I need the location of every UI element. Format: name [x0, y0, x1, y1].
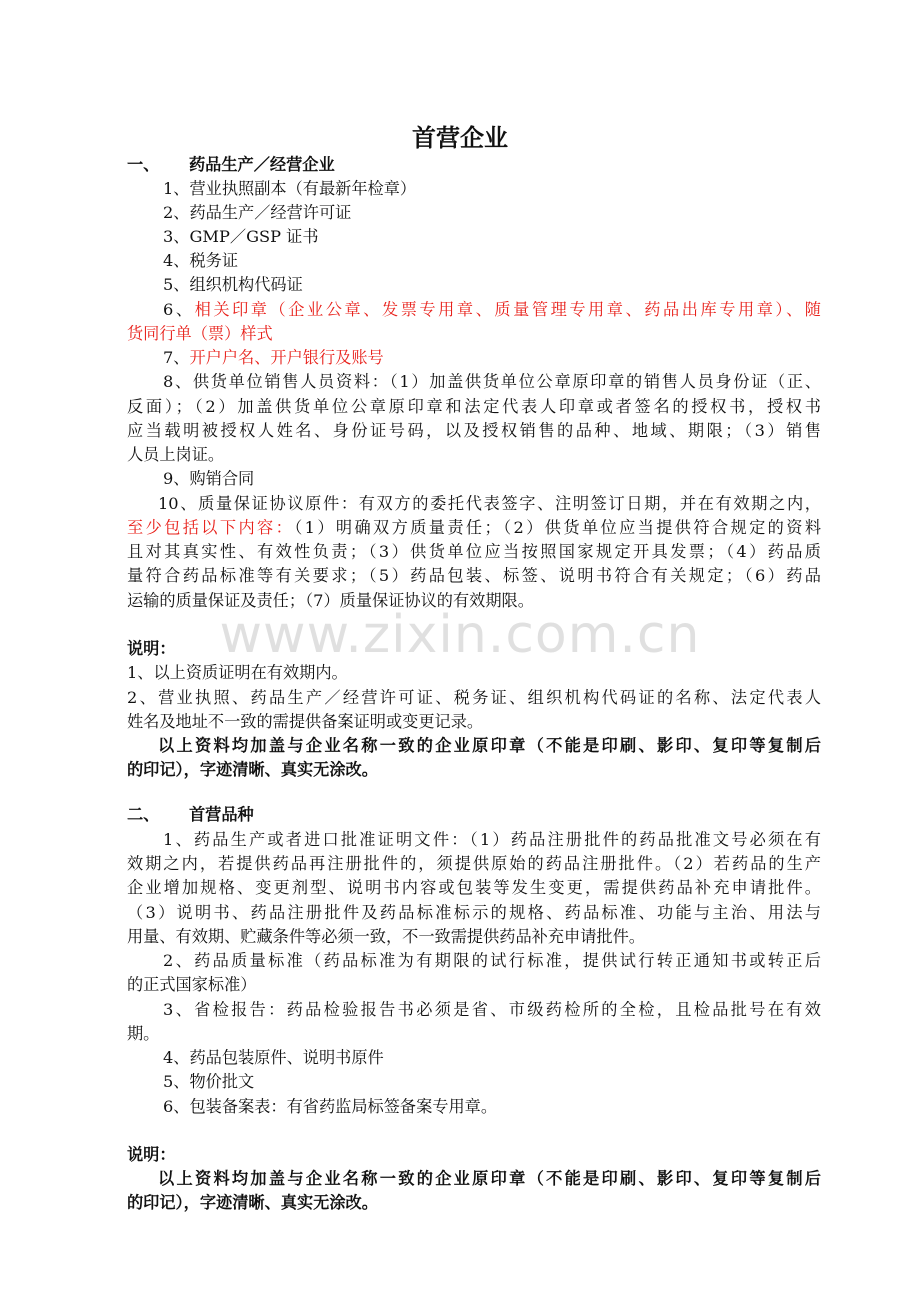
section2-line6: 2、药品质量标准（药品标准为有期限的试行标准，提供试行转正通知书或转正后: [163, 951, 821, 970]
section1-item-10-line5: 运输的质量保证及责任；（7）质量保证协议的有效期限。: [127, 591, 534, 610]
section2-line4: （3）说明书、药品注册批件及药品标准标示的规格、药品标准、功能与主治、用法与: [127, 903, 821, 922]
note1-line3: 姓名及地址不一致的需提供备案证明或变更记录。: [127, 712, 484, 731]
note1-bold-line2: 的印记），字迹清晰、真实无涂改。: [127, 760, 378, 779]
note1-line2: 2、营业执照、药品生产／经营许可证、税务证、组织机构代码证的名称、法定代表人: [127, 688, 821, 707]
section1-item-2: 2、药品生产／经营许可证: [163, 203, 352, 222]
section1-item-8-line3: 应当载明被授权人姓名、身份证号码，以及授权销售的品种、地域、期限；（3）销售: [127, 421, 821, 440]
note1-label: 说明：: [127, 639, 176, 658]
section2-line7: 的正式国家标准）: [127, 975, 257, 994]
item6-red-text: 相关印章（企业公章、发票专用章、质量管理专用章、药品出库专用章）、随: [194, 300, 821, 319]
item6-number: 6、: [163, 300, 195, 319]
section1-item-10-line4: 量符合药品标准等有关要求；（5）药品包装、标签、说明书符合有关规定；（6）药品: [127, 566, 821, 585]
section2-line3: 企业增加规格、变更剂型、说明书内容或包装等发生变更，需提供药品补充申请批件。: [127, 878, 821, 897]
section2-line5: 用量、有效期、贮藏条件等必须一致，不一致需提供药品补充申请批件。: [127, 927, 645, 946]
note1-line1: 1、以上资质证明在有效期内。: [127, 663, 348, 682]
note2-label: 说明：: [127, 1145, 176, 1164]
section1-item-3: 3、GMP／GSP 证书: [163, 227, 319, 246]
section1-item-8-line1: 8、供货单位销售人员资料：（1）加盖供货单位公章原印章的销售人员身份证（正、: [163, 372, 821, 391]
section1-item-4: 4、税务证: [163, 251, 239, 270]
section2-line11: 5、物价批文: [163, 1072, 255, 1091]
note2-bold-line1: 以上资料均加盖与企业名称一致的企业原印章（不能是印刷、影印、复印等复制后: [158, 1169, 821, 1188]
section2-line2: 效期之内，若提供药品再注册批件的，须提供原始的药品注册批件。（2）若药品的生产: [127, 854, 821, 873]
section2-heading-text: 首营品种: [189, 805, 254, 824]
section1-item-8-line2: 反面）；（2）加盖供货单位公章原印章和法定代表人印章或者签名的授权书，授权书: [127, 397, 821, 416]
section2-line9: 期。: [127, 1024, 160, 1043]
section1-heading-text: 药品生产／经营企业: [189, 155, 335, 174]
section1-heading-number: 一、: [127, 155, 160, 174]
note2-bold-line2: 的印记），字迹清晰、真实无涂改。: [127, 1193, 378, 1212]
section2-heading-number: 二、: [127, 805, 160, 824]
section1-item-6: [163, 298, 821, 322]
section1-item-5: 5、组织机构代码证: [163, 275, 303, 294]
section1-item-1: 1、营业执照副本（有最新年检章）: [163, 179, 417, 198]
note1-bold-line1: 以上资料均加盖与企业名称一致的企业原印章（不能是印刷、影印、复印等复制后: [158, 736, 821, 755]
item10-text: （1）明确双方质量责任；（2）供货单位应当提供符合规定的资料: [294, 518, 822, 537]
section1-heading: [127, 153, 821, 177]
item7-red-text: 开户户名、开户银行及账号: [189, 348, 384, 367]
section1-item-10-line3: 且对其真实性、有效性负责；（3）供货单位应当按照国家规定开具发票；（4）药品质: [127, 542, 821, 561]
item7-number: 7、: [163, 348, 190, 367]
section2-heading: [127, 803, 821, 827]
section2-line8: 3、省检报告：药品检验报告书必须是省、市级药检所的全检，且检品批号在有效: [163, 1000, 821, 1019]
item10-red-text: 至少包括以下内容：: [127, 518, 295, 537]
item6-red-text-cont: 货同行单（票）样式: [127, 324, 273, 343]
section2-line1: 1、药品生产或者进口批准证明文件：（1）药品注册批件的药品批准文号必须在有: [163, 830, 821, 849]
section1-item-8-line4: 人员上岗证。: [127, 445, 225, 464]
page-title: 首营企业: [412, 124, 508, 152]
section1-item-10-line2: [127, 516, 821, 540]
watermark: www.zixin.com.cn: [219, 605, 701, 665]
section2-line10: 4、药品包装原件、说明书原件: [163, 1048, 384, 1067]
section1-item-9: 9、购销合同: [163, 469, 255, 488]
section2-line12: 6、包装备案表：有省药监局标签备案专用章。: [163, 1097, 498, 1116]
section1-item-7: [163, 346, 821, 370]
section1-item-10-line1: 10、质量保证协议原件：有双方的委托代表签字、注明签订日期，并在有效期之内，: [158, 494, 821, 513]
